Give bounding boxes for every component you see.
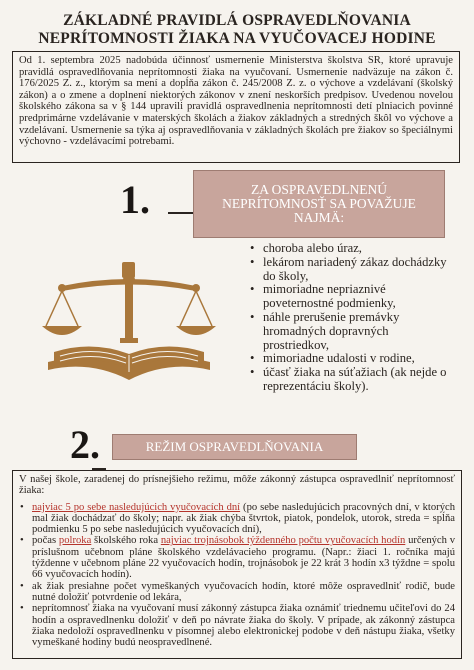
regime-item1-text: (po sebe nasledujúcich pracovných dní, v ktorých mal žiak dochádzať do školy; napr. ak žiak chýba štvrtok, piatok, pondelok, utorok, streda = spĺňa podmienku 5 po sebe nasledujúcich vyučovacích dní),	[32, 501, 455, 536]
list-item: • neprítomnosť žiaka na vyučovaní musí zákonný zástupca žiaka oznámiť triednemu učiteľovi do 24 hodín a ospravedlnenku doložiť v deň po návrate žiaka do školy. V prípade, ak zákonný zástupca žiaka nedoloží ospravedlnenku v písomnej alebo elektronickej podobe v deň nástupu žiaka, všetky vymeškané hodiny budú neospravedlnené.	[19, 603, 455, 648]
intro-box: Od 1. septembra 2025 nadobúda účinnosť usmernenie Ministerstva školstva SR, ktoré upravuje pravidlá ospravedlňovania neprítomnosti žiaka na vyučovaní. Usmernenie nadväzuje na zákon č. 176/2025 Z. z., ktorým sa mení a dopĺňa zákon č. 245/2008 Z. z. o výchove a vzdelávaní (školský zákon) a o zmene a doplnení niektorých zákonov v znení neskorších predpisov. Uvedenou novelou školského zákona sa v § 144 upravili pravidlá ospravedlnenia neprítomnosti detí plniacich povinné predprimárne vzdelávanie v materských školách a žiakov základných a stredných škôl vo výchove a vzdelávaní. Usmernenie sa týka aj ospravedlňovania v základných školách pre žiakov so špeciálnymi výchovno - vzdelávacími potrebami.	[12, 51, 460, 163]
regime-link-triple-hours[interactable]: najviac trojnásobok týždenného počtu vyučovacích hodín	[160, 535, 406, 547]
regime-box	[12, 470, 462, 659]
regime-item2-middle: školského roka	[91, 535, 161, 547]
list-item: • mimoriadne udalosti v rodine,	[250, 352, 450, 366]
section2-number: 2.	[70, 422, 100, 467]
section1-heading-line1: ZA OSPRAVEDLNENÚ	[251, 182, 387, 197]
section1-heading	[193, 170, 445, 238]
regime-list	[19, 502, 455, 649]
section1-heading-line3: NAJMÄ:	[293, 210, 345, 225]
section1-heading-line2: NEPRÍTOMNOSŤ SA POVAŽUJE	[222, 196, 416, 211]
regime-item2-prefix: počas	[32, 535, 59, 547]
page-title-line2: NEPRÍTOMNOSTI ŽIAKA NA VYUČOVACEJ HODINE	[38, 30, 436, 47]
regime-intro: V našej škole, zaradenej do prísnejšieho režimu, môže zákonný zástupca ospravedlniť neprítomnosť žiaka:	[19, 474, 455, 497]
list-item: • účasť žiaka na súťažiach (ak nejde o reprezentáciu školy).	[250, 366, 450, 394]
section1-list	[250, 242, 450, 394]
section1-number: 1.	[120, 177, 150, 222]
regime-link-semester[interactable]: polroka	[58, 535, 92, 547]
scales-of-justice-icon	[40, 258, 218, 383]
list-item	[19, 502, 455, 536]
list-item: • náhle prerušenie premávky hromadných dopravných prostriedkov,	[250, 311, 450, 352]
regime-item2-text: určených v príslušnom učebnom pláne školského vzdelávacieho programu. (Napr.: žiaci 1. ročníka majú týždenne v učebnom pláne 22 vyučovacích hodín, trojnásobok je 22 krát 3 hodín x3 týždne = spolu 66 vyučovacích hodín).	[32, 535, 455, 581]
section2-heading: REŽIM OSPRAVEDLŇOVANIA	[112, 434, 357, 460]
section1-number-underline	[168, 212, 194, 214]
page-title-line1: ZÁKLADNÉ PRAVIDLÁ OSPRAVEDLŇOVANIA	[63, 12, 411, 29]
page-title	[0, 12, 474, 48]
list-item: • lekárom nariadený zákaz dochádzky do školy,	[250, 256, 450, 284]
list-item: • ak žiak presiahne počet vymeškaných vyučovacích hodín, ktoré môže ospravedlniť rodič, bude nutné doložiť potvrdenie od lekára,	[19, 581, 455, 604]
list-item: • mimoriadne nepriaznivé poveternostné podmienky,	[250, 283, 450, 311]
list-item: • choroba alebo úraz,	[250, 242, 450, 256]
regime-link-5-days[interactable]: najviac 5 po sebe nasledujúcich vyučovacích dní	[32, 501, 241, 513]
list-item	[19, 535, 455, 580]
